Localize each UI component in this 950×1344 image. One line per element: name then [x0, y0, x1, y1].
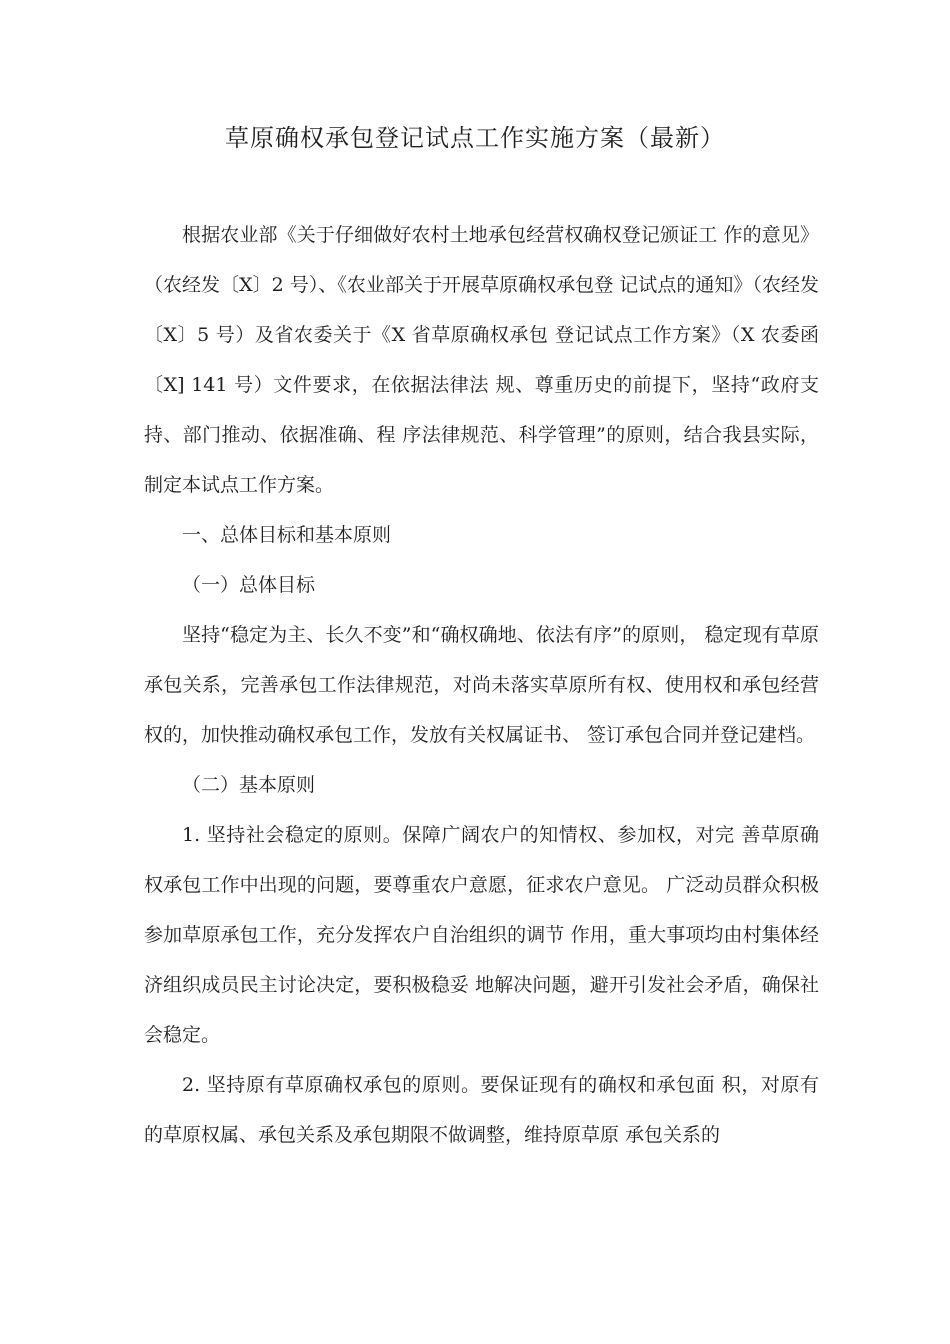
paragraph-principle-1: 1. 坚持社会稳定的原则。保障广阔农户的知情权、参加权，对完 善草原确权承包工作中出现的问题，要尊重农户意愿，征求农户意见。 广泛动员群众积极参加草原承包工作，充分发挥农户自治组织的调节 作用，重大事项均由村集体经济组织成员民主讨论决定，要积极稳妥 地解决问题，避开引发社会矛盾，确保社会稳定。	[144, 824, 819, 1046]
section-heading-1: 一、总体目标和基本原则	[182, 524, 392, 546]
paragraph-overall-goal: 坚持“稳定为主、长久不变”和“确权确地、依法有序”的原则， 稳定现有草原承包关系，完善承包工作法律规范，对尚未落实草原所有权、使用权和承包经营权的，加快推动确权承包工作，发放有关权属证书、 签订承包合同并登记建档。	[144, 624, 819, 746]
paragraph-intro: 根据农业部《关于仔细做好农村土地承包经营权确权登记颁证工 作的意见》（农经发〔X〕2 号）、《农业部关于开展草原确权承包登 记试点的通知》（农经发〔X〕5 号）及省农委关于《X 省草原确权承包 登记试点工作方案》（X 农委函〔X] 141 号）文件要求，在依据法律法 规、尊重历史的前提下，坚持“政府支持、部门推动、依据准确、程 序法律规范、科学管理”的原则，结合我县实际，制定本试点工作方案。	[144, 224, 819, 496]
subsection-heading-2: （二）基本原则	[182, 774, 316, 796]
subsection-heading-1: （一）总体目标	[182, 574, 316, 596]
document-body	[144, 210, 819, 1160]
document-title: 草原确权承包登记试点工作实施方案（最新）	[225, 124, 725, 152]
paragraph-principle-2: 2. 坚持原有草原确权承包的原则。要保证现有的确权和承包面 积，对原有的草原权属、承包关系及承包期限不做调整，维持原草原 承包关系的	[144, 1074, 819, 1146]
